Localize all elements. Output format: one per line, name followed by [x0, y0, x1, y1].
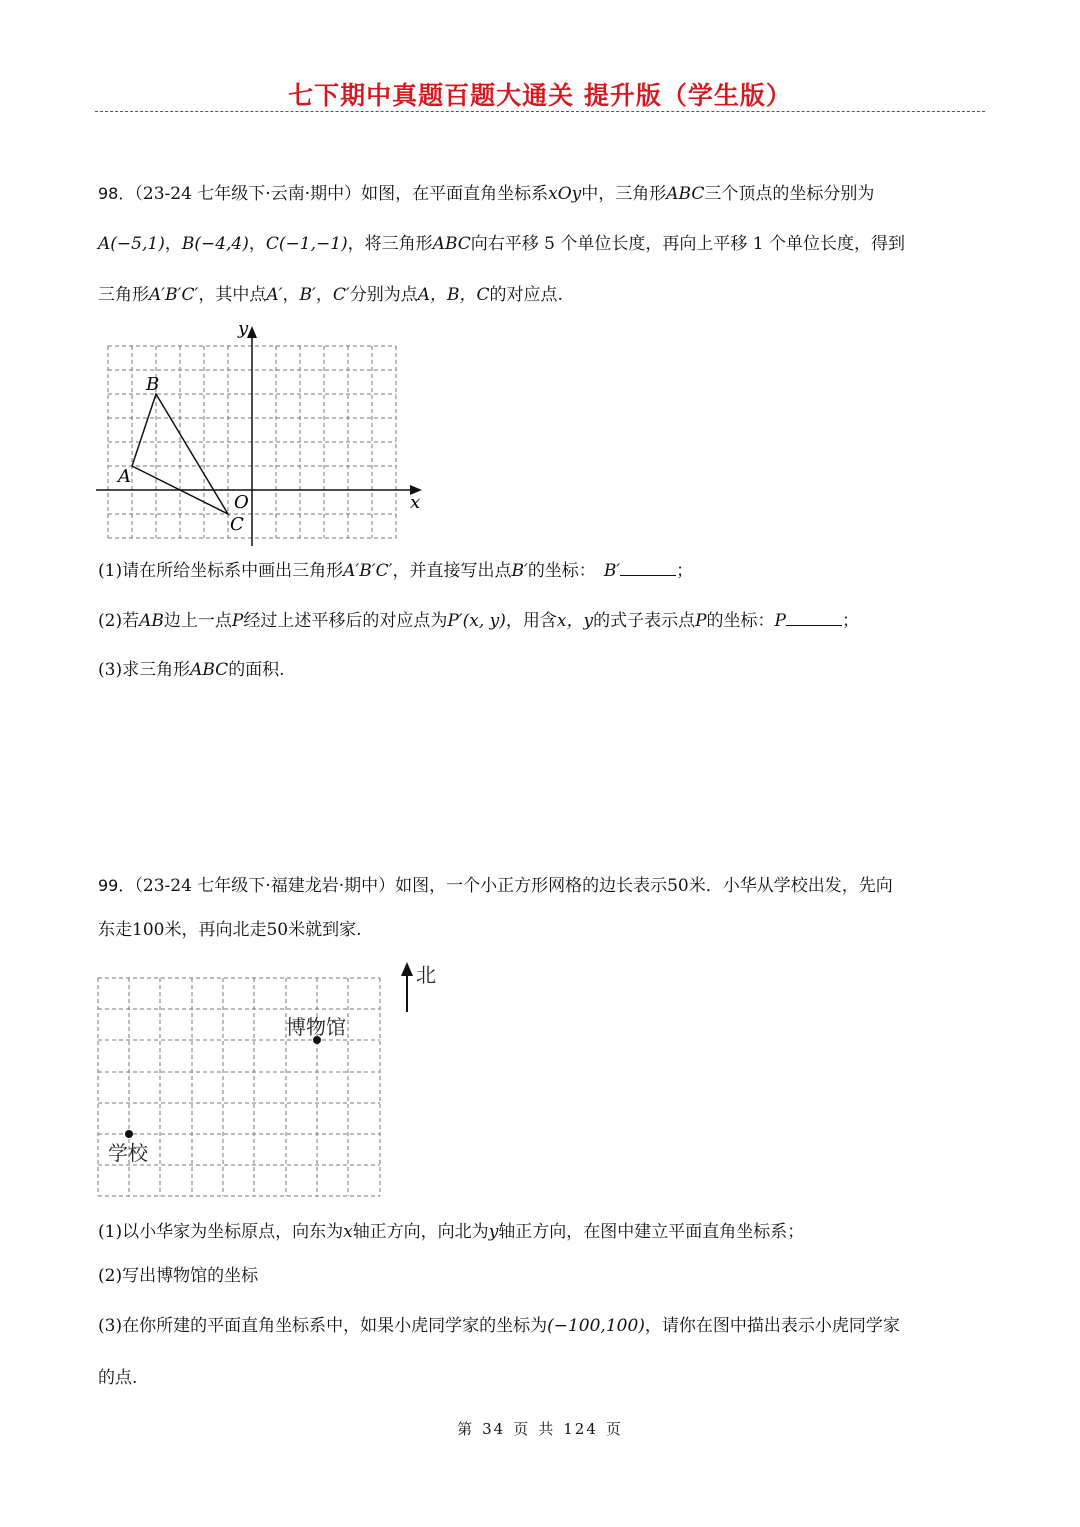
school-label: 学校	[108, 1141, 148, 1165]
q99-sub-3-cont: 的点.	[98, 1368, 138, 1388]
museum-label: 博物馆	[286, 1015, 346, 1039]
q98-text: 向右平移 5 个单位长度，再向上平移 1 个单位长度，得到	[470, 234, 906, 254]
q99-sub1-y: y	[488, 1222, 499, 1242]
q98-sub1-sym: A′B′C′	[343, 561, 393, 581]
footer-label: 页	[605, 1420, 623, 1438]
q99-source: （23-24 七年级下·福建龙岩·期中）	[134, 876, 396, 896]
q99-sub-1	[98, 1220, 804, 1244]
q98-sub2-xy: x，y	[556, 611, 594, 631]
q99-sub3-text: ，请你在图中描出表示小虎同学家	[644, 1316, 900, 1336]
q99-sub1-x: x	[343, 1222, 353, 1242]
q99-text: 如图，一个小正方形网格的边长表示50米．小华从学校出发，先向	[395, 876, 893, 896]
q98-label-x: x	[410, 492, 421, 513]
q98-pc: C′	[332, 285, 350, 305]
q98-xoy: xOy	[548, 184, 582, 204]
q99-line-1	[98, 874, 893, 898]
q98-sub2-p2: P	[695, 611, 707, 631]
q98-number: 98．	[98, 184, 135, 203]
footer-total-pages: 124	[563, 1420, 598, 1438]
q98-sub1-pt2: B′	[603, 561, 621, 581]
q99-number: 99．	[98, 876, 135, 895]
q98-sub-3	[98, 658, 285, 682]
q98-sub2-p: P	[231, 611, 244, 631]
q98-source: （23-24 七年级下·云南·期中）	[134, 184, 362, 204]
q98-text: 分别为点	[349, 285, 418, 305]
q99-sub1-text: 轴正方向，在图中建立平面直角坐标系；	[498, 1222, 805, 1242]
q98-sub2-text: (2)若	[98, 611, 140, 631]
sep: ，	[282, 285, 300, 305]
q98-sub2-pp: P′(x, y)	[447, 611, 506, 631]
q98-sub1-text: (1)请在所给坐标系中画出三角形	[98, 561, 344, 581]
q99-sub3-text: (3)在你所建的平面直角坐标系中，如果小虎同学家的坐标为	[98, 1316, 548, 1336]
q98-label-b: B	[146, 374, 160, 395]
q99-sub-2: (2)写出博物馆的坐标	[98, 1266, 259, 1286]
q98-label-y: y	[238, 318, 249, 339]
q98-text: 三个顶点的坐标分别为	[704, 184, 875, 204]
q99-sub3-point: (−100,100)	[547, 1316, 645, 1336]
q98-point-c: C(−1,−1)	[265, 234, 348, 254]
q98-sub2-p3: P	[774, 611, 786, 631]
footer-page-number: 34	[482, 1420, 506, 1438]
q98-label-a: A	[118, 466, 131, 487]
q99-sub-3	[98, 1314, 900, 1338]
q98-sub3-abc: ABC	[190, 660, 229, 680]
q98-label-c: C	[230, 514, 244, 535]
page-header-title: 七下期中真题百题大通关 提升版（学生版）	[288, 81, 792, 110]
footer-label: 页	[513, 1420, 531, 1438]
school-point	[125, 1130, 133, 1138]
q98-line-1	[98, 182, 874, 206]
q98-sub2-ab: AB	[139, 611, 164, 631]
q98-sub2-text: 的式子表示点	[593, 611, 696, 631]
q98-apbpcp: A′B′C′	[149, 285, 199, 305]
q98-line-2	[98, 232, 905, 256]
q98-sub1-text: 的坐标：	[527, 561, 596, 581]
header-divider	[95, 111, 985, 112]
q98-sub2-text: 经过上述平移后的对应点为	[243, 611, 448, 631]
footer-label: 第	[457, 1420, 475, 1438]
q98-sub2-text: 的坐标：	[706, 611, 775, 631]
q98-sub3-text: (3)求三角形	[98, 660, 191, 680]
q98-sub1-text: ，并直接写出点	[392, 561, 512, 581]
q98-pa: A′	[266, 285, 283, 305]
q99-line-2: 东走100米，再向北走50米就到家.	[98, 920, 362, 940]
north-label: 北	[416, 963, 436, 987]
q98-sub1-text: ；	[676, 561, 694, 581]
q98-sub2-text: 边上一点	[163, 611, 232, 631]
q99-sub1-text: (1)以小华家为坐标原点，向东为	[98, 1222, 344, 1242]
q98-point-a: A(−5,1)	[98, 234, 165, 254]
q98-abc: ABC	[432, 234, 471, 254]
q98-y-arrow-icon	[247, 326, 257, 338]
q98-coordinate-figure	[90, 318, 430, 548]
sep: ，	[164, 234, 182, 254]
q98-text: ，将三角形	[347, 234, 433, 254]
q99-sub1-text: 轴正方向，向北为	[352, 1222, 489, 1242]
q98-pb: B′	[299, 285, 316, 305]
q98-text: 三角形	[98, 285, 149, 305]
q98-text: 的对应点.	[489, 285, 563, 305]
q98-sub2-text: ；	[842, 611, 859, 631]
q98-point-b: B(−4,4)	[181, 234, 249, 254]
q98-sub1-pt: B′	[511, 561, 528, 581]
q98-text: ，其中点	[198, 285, 267, 305]
q98-label-o: O	[234, 492, 249, 513]
q98-text: 中，三角形	[581, 184, 667, 204]
q98-line-3	[98, 283, 563, 307]
footer-label: 共	[538, 1420, 556, 1438]
q98-sub1-blank[interactable]	[620, 558, 676, 576]
north-arrow-icon	[401, 962, 413, 976]
q98-sub-2	[98, 608, 859, 633]
q98-abc-points: A，B，C	[417, 285, 490, 305]
q98-sub3-text: 的面积.	[228, 660, 285, 680]
sep: ，	[248, 234, 266, 254]
q98-abc: ABC	[666, 184, 705, 204]
q98-sub-1	[98, 558, 693, 583]
q98-sub2-blank[interactable]	[786, 608, 842, 626]
page-footer	[0, 1418, 1080, 1439]
q99-map-figure	[90, 960, 450, 1200]
sep: ，	[315, 285, 333, 305]
q98-text: 如图，在平面直角坐标系	[361, 184, 549, 204]
q98-sub2-text: ，用含	[505, 611, 557, 631]
